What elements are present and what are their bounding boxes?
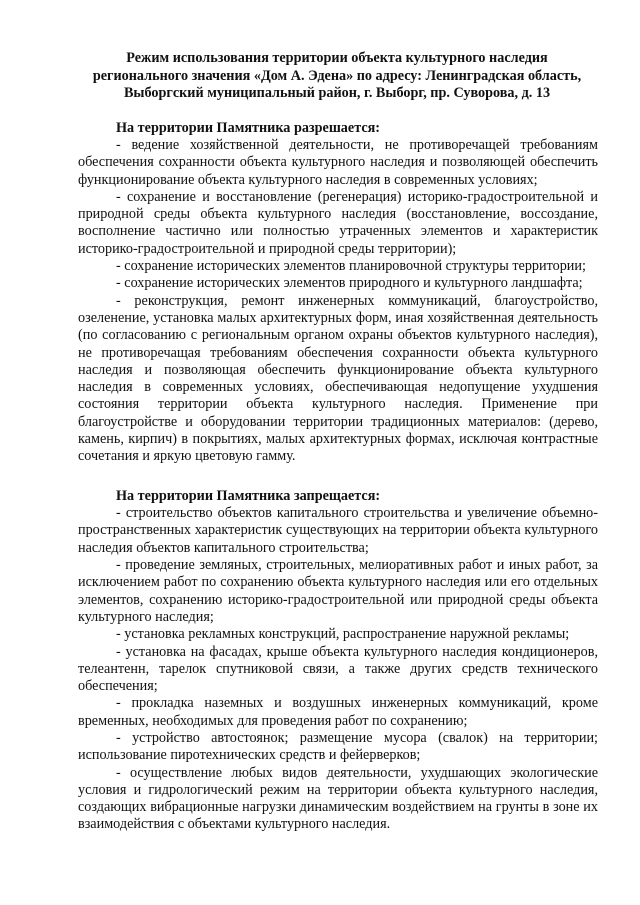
permitted-heading: На территории Памятника разрешается: bbox=[116, 119, 381, 136]
title-line: Режим использования территории объекта культурного наследия bbox=[126, 50, 548, 66]
prohibited-heading: На территории Памятника запрещается: bbox=[116, 487, 381, 504]
permitted-item: - реконструкция, ремонт инженерных коммуникаций, благоустройство, озеленение, установка малых архитектурных форм, иная хозяйственная деятельность (по согласованию с региональным органом охраны объектов культурного наследия), не противоречащая требованиям обеспечения сохранности объекта культурного наследия и позволяющая обеспечить функционирование объекта культурного наследия в современных условиях, обеспечивающая недопущение ухудшения состояния территории объекта культурного наследия. Применение при благоустройстве и оборудовании территории традиционных материалов: (дерево, камень, кирпич) в покрытиях, малых архитектурных формах, исключая контрастные сочетания и яркую цветовую гамму. bbox=[78, 292, 598, 465]
permitted-item: - сохранение исторических элементов природного и культурного ландшафта; bbox=[116, 275, 583, 292]
prohibited-item: - установка на фасадах, крыше объекта культурного наследия кондиционеров, телеантенн, тарелок спутниковой связи, а также других средств технического обеспечения; bbox=[78, 643, 598, 695]
permitted-item: - сохранение и восстановление (регенерация) историко-градостроительной и природной среды объекта культурного наследия (восстановление, воссоздание, восполнение частично или полностью утраченных элементов и характеристик историко-градостроительной и природной среды территории); bbox=[78, 188, 598, 257]
prohibited-item: - строительство объектов капитального строительства и увеличение объемно-пространственных характеристик существующих на территории объекта культурного наследия объектов капитального строительства; bbox=[78, 505, 598, 556]
prohibited-item: - осуществление любых видов деятельности, ухудшающих экологические условия и гидрологический режим на территории объекта культурного наследия, создающих вибрационные нагрузки динамическим воздействием на грунты в зоне их взаимодействия с объектами культурного наследия. bbox=[78, 764, 598, 833]
title-line: Выборгский муниципальный район, г. Выборг, пр. Суворова, д. 13 bbox=[123, 85, 551, 101]
prohibited-item: - проведение земляных, строительных, мелиоративных работ и иных работ, за исключением работ по сохранению объекта культурного наследия или его отдельных элементов, сохранению историко-градостроительной или природной среды объекта культурного наследия; bbox=[78, 557, 598, 625]
prohibited-item: - прокладка наземных и воздушных инженерных коммуникаций, кроме временных, необходимых для проведения работ по сохранению; bbox=[78, 695, 598, 729]
section-spacer bbox=[78, 466, 598, 488]
permitted-item: - ведение хозяйственной деятельности, не противоречащей требованиям обеспечения сохранности объекта культурного наследия и позволяющей обеспечить функционирование объекта культурного наследия в современных условиях; bbox=[78, 137, 598, 188]
permitted-item: - сохранение исторических элементов планировочной структуры территории; bbox=[116, 258, 586, 275]
prohibited-section bbox=[78, 488, 598, 834]
prohibited-item: - установка рекламных конструкций, распространение наружной рекламы; bbox=[116, 626, 570, 643]
prohibited-item: - устройство автостоянок; размещение мусора (свалок) на территории; использование пиротехнических средств и фейерверков; bbox=[78, 730, 598, 764]
document-title bbox=[78, 50, 598, 103]
title-line: регионального значения «Дом А. Эдена» по адресу: Ленинградская область, bbox=[92, 67, 582, 84]
permitted-section bbox=[78, 120, 598, 466]
